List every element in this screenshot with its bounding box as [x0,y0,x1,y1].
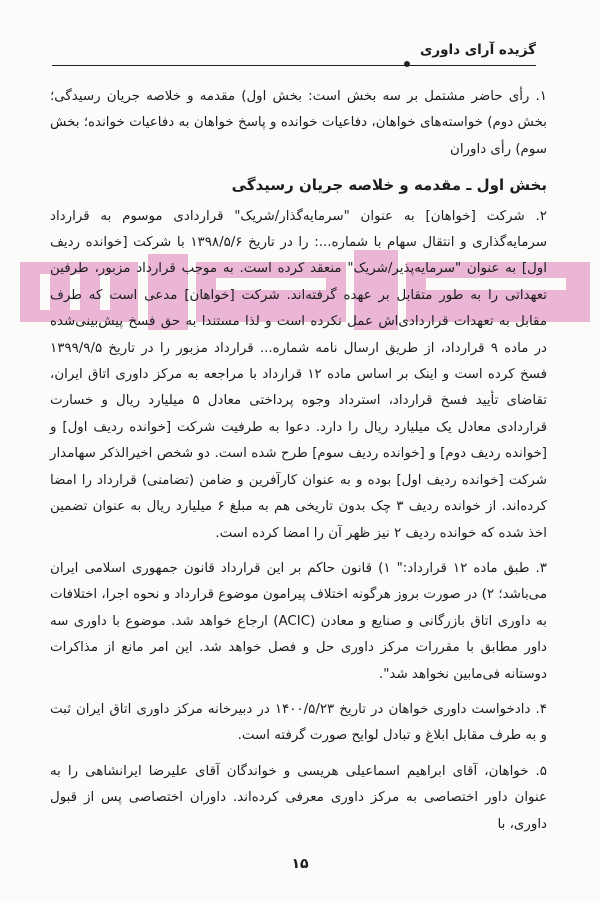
header-rule [52,65,536,66]
paragraph-2: ۲. شرکت [خواهان] به عنوان "سرمایه‌گذار/شریک" قراردادی موسوم به قرارداد سرمایه‌گذاری و انتقال سهام با شماره...: را در تاریخ ۱۳۹۸/۵/۶ با شرکت [خوانده ردیف اول] به عنوان "سرمایه‌پذیر/شریک" منعقد کرده است. به موجب قرارداد مزبور، طرفین تعهداتی را به طور متقابل بر عهده گرفته‌اند. شرکت [خواهان] مدعی است که طرف مقابل به تعهدات قراردادی‌اش عمل نکرده است و لذا مستندا به حق فسخ پیش‌بینی‌شده در ماده ۹ قرارداد، از طریق ارسال نامه شماره... قرارداد مزبور را در تاریخ ۱۳۹۹/۹/۵ فسخ کرده است و اینک بر اساس ماده ۱۲ قرارداد با مراجعه به مرکز داوری اتاق ایران، تقاضای تأیید فسخ قرارداد، استرداد وجوه پرداختی معادل ۵ میلیارد ریال و خسارت قراردادی معادل یک میلیارد ریال را دارد. دعوا به طرفیت شرکت [خوانده ردیف اول] و [خوانده ردیف دوم] و [خوانده ردیف سوم] طرح شده است. دو شخص اخیرالذکر سهامدار شرکت [خوانده ردیف اول] بوده و به عنوان کارآفرین و ضامن (تضامنی) قرارداد را امضا کرده‌اند. از خوانده ردیف ۳ چک بدون تاریخی هم به مبلغ ۶ میلیارد ریال به عنوان تضمین اخذ شده که خوانده ردیف ۲ نیز ظهر آن را امضا کرده است. [50,208,547,541]
page-number: ۱۵ [291,856,309,872]
running-header [52,40,536,70]
paragraph-1: ۱. رأی حاضر مشتمل بر سه بخش است: بخش اول) مقدمه و خلاصه جریان رسیدگی؛ بخش دوم) خواسته‌های خواهان، دفاعیات خوانده و پاسخ خواهان به دفاعیات خوانده؛ بخش سوم) رأی داوران [50,89,547,157]
paragraph-4: ۴. دادخواست داوری خواهان در تاریخ ۱۴۰۰/۵/۲۳ در دبیرخانه مرکز داوری اتاق ایران ثبت و به طرف مقابل ابلاغ و تبادل لوایح صورت گرفته است. [50,701,547,744]
paragraph-3: ۳. طبق ماده ۱۲ قرارداد:" ۱) قانون حاکم بر این قرارداد قانون جمهوری اسلامی ایران می‌باشد؛ ۲) در صورت بروز هرگونه اختلاف پیرامون موضوع قرارداد و نحوه اجرا، اختلافات به داوری اتاق بازرگانی و صنایع و معادن (ACIC) ارجاع خواهد شد. موضوع با داوری سه داور مطابق با مقررات مرکز داوری حل و فصل خواهد شد. این امر مانع از مذاکرات دوستانه فی‌مابین نخواهد شد". [50,560,548,682]
header-title: گزیده آرای داوری [420,42,536,58]
paragraph-5: ۵. خواهان، آقای ابراهیم اسماعیلی هریسی و خواندگان آقای علیرضا ایرانشاهی را به عنوان داور اختصاصی به مرکز داوری معرفی کرده‌اند. داوران اختصاصی پس از قبول داوری، با [50,763,547,832]
page-body [50,84,547,847]
section-heading: بخش اول ـ مقدمه و خلاصه جریان رسیدگی [231,176,547,195]
header-ornament [404,61,410,67]
